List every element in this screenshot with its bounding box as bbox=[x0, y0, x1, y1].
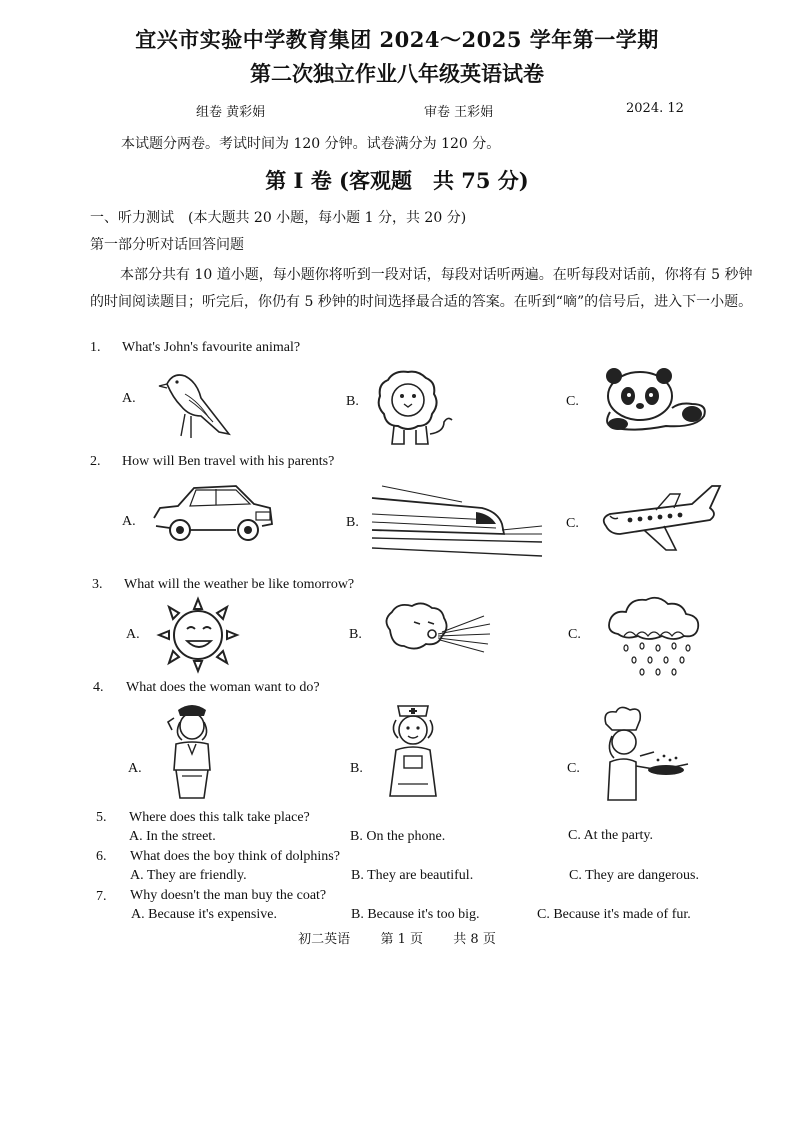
question-text: Why doesn't the man buy the coat? bbox=[130, 888, 327, 903]
question-text: What does the boy think of dolphins? bbox=[130, 849, 340, 864]
wind-icon bbox=[380, 600, 492, 660]
question-number: 1. bbox=[90, 340, 101, 355]
question-text: Where does this talk take place? bbox=[129, 810, 310, 825]
train-icon bbox=[372, 486, 542, 558]
option-label: A. bbox=[122, 514, 136, 529]
exam-title-line1: 宜兴市实验中学教育集团 2024～2025 学年第一学期 bbox=[135, 27, 659, 52]
question-number: 3. bbox=[92, 577, 103, 592]
part1-heading: 一、听力测试 (本大题共 20 小题，每小题 1 分，共 20 分) bbox=[90, 210, 467, 226]
nurse-icon bbox=[380, 700, 446, 802]
question-number: 6. bbox=[96, 849, 107, 864]
part1-subheading: 第一部分听对话回答问题 bbox=[90, 237, 244, 253]
option-label: B. bbox=[346, 515, 359, 530]
question-text: What will the weather be like tomorrow? bbox=[124, 577, 355, 592]
option-text: A. In the street. bbox=[129, 829, 216, 844]
bird-icon bbox=[155, 364, 237, 440]
sun-icon bbox=[155, 595, 241, 675]
option-label: B. bbox=[350, 761, 363, 776]
chef-icon bbox=[596, 706, 692, 802]
footer-subject: 初二英语 bbox=[298, 932, 351, 947]
panda-icon bbox=[596, 368, 710, 434]
compiler: 组卷 黄彩娟 bbox=[196, 105, 266, 120]
part1-instructions: 本部分共有 10 道小题，每小题你将听到一段对话，每段对话听两遍。在听每段对话前，你将有 5 秒钟的时间阅读题目；听完后，你仍有 5 秒钟的时间选择最合适的答案。在听到“嘀”的信号后，进入下一小题。 bbox=[90, 267, 753, 310]
option-label: B. bbox=[346, 394, 359, 409]
rain-cloud-icon bbox=[604, 594, 704, 678]
section-title: 第 I 卷 (客观题 共 75 分) bbox=[265, 168, 529, 193]
footer-page: 第 1 页 bbox=[380, 932, 423, 947]
question-number: 4. bbox=[93, 680, 104, 695]
option-label: A. bbox=[128, 761, 142, 776]
option-text: A. They are friendly. bbox=[130, 868, 247, 883]
question-number: 2. bbox=[90, 454, 101, 469]
question-number: 5. bbox=[96, 810, 107, 825]
question-text: How will Ben travel with his parents? bbox=[122, 454, 335, 469]
question-number: 7. bbox=[96, 889, 107, 904]
option-label: C. bbox=[566, 516, 579, 531]
exam-date: 2024. 12 bbox=[626, 101, 684, 116]
option-text: C. At the party. bbox=[568, 828, 654, 843]
option-label: B. bbox=[349, 627, 362, 642]
question-text: What does the woman want to do? bbox=[126, 680, 320, 695]
option-text: C. They are dangerous. bbox=[569, 868, 699, 883]
option-text: C. Because it's made of fur. bbox=[537, 907, 691, 922]
flight-attendant-icon bbox=[160, 700, 224, 800]
option-text: B. Because it's too big. bbox=[351, 907, 480, 922]
footer-total: 共 8 页 bbox=[453, 932, 496, 947]
exam-title-line2: 第二次独立作业八年级英语试卷 bbox=[250, 61, 544, 86]
option-label: A. bbox=[126, 627, 140, 642]
exam-intro: 本试题分两卷。考试时间为 120 分钟。试卷满分为 120 分。 bbox=[121, 136, 501, 152]
option-label: C. bbox=[568, 627, 581, 642]
car-icon bbox=[150, 480, 276, 546]
option-label: A. bbox=[122, 391, 136, 406]
option-text: A. Because it's expensive. bbox=[131, 907, 277, 922]
page-footer bbox=[0, 928, 794, 947]
option-text: B. They are beautiful. bbox=[351, 868, 474, 883]
option-text: B. On the phone. bbox=[350, 829, 446, 844]
question-text: What's John's favourite animal? bbox=[122, 340, 301, 355]
option-label: C. bbox=[566, 394, 579, 409]
reviewer: 审卷 王彩娟 bbox=[424, 105, 494, 120]
plane-icon bbox=[600, 480, 724, 552]
lion-icon bbox=[374, 368, 454, 446]
option-label: C. bbox=[567, 761, 580, 776]
